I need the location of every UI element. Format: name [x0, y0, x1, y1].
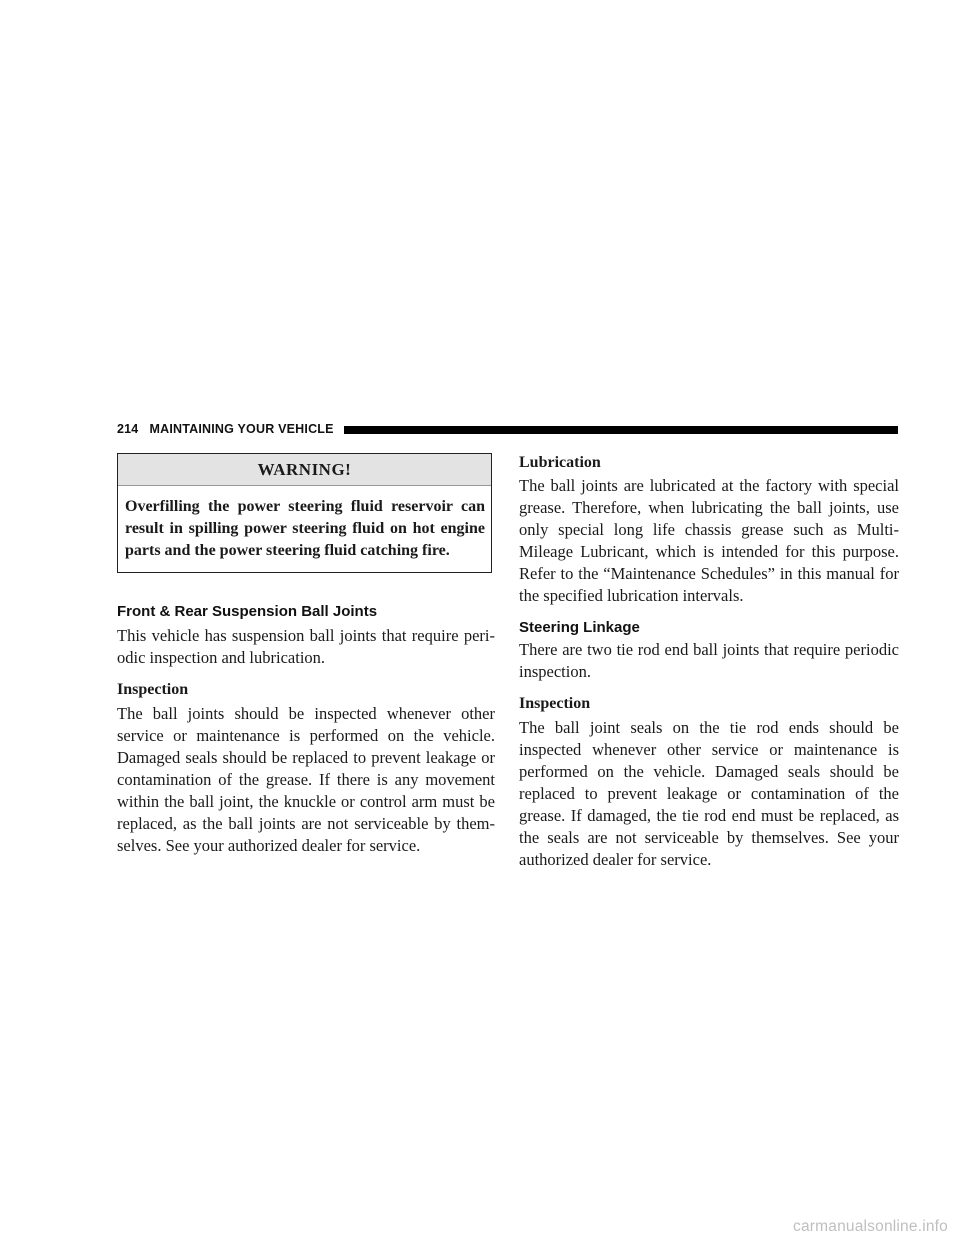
watermark-text: carmanualsonline.info [793, 1218, 948, 1235]
lubrication-paragraph: The ball joints are lubricated at the factory with special grease. Therefore, when lubricating the ball joints, use only special long life chassis grease such as Multi-Mileage Lubricant, which is intended for this purpose. Refer to the “Maintenance Schedules” in this manual for the specified lubrication intervals. [519, 476, 899, 605]
inspection-paragraph-left: The ball joints should be inspected whenever other service or maintenance is performed on the vehicle. Damaged seals should be replaced to prevent leakage or contamination of the grease. If there is any movement within the ball joint, the knuckle or control arm must be replaced, as the ball joints are not serviceable by them-selves. See your authorized dealer for service. [117, 704, 495, 855]
inspection-paragraph-right: The ball joint seals on the tie rod ends should be inspected whenever other service or maintenance is performed on the vehicle. Damaged seals should be replaced to prevent leakage or contamination of the grease. If damaged, the tie rod end must be replaced, as the seals are not serviceable by themselves. See your authorized dealer for service. [519, 718, 899, 869]
lubrication-heading: Lubrication [519, 454, 601, 471]
warning-body: Overfilling the power steering fluid reservoir can result in spilling power steering fluid on hot engine parts and the power steering fluid catching fire. [125, 498, 485, 559]
steering-linkage-heading: Steering Linkage [519, 619, 640, 636]
warning-box [117, 453, 492, 573]
right-column [519, 453, 899, 871]
inspection-heading-left: Inspection [117, 681, 189, 698]
suspension-paragraph: This vehicle has suspension ball joints that require peri-odic inspection and lubrication. [117, 626, 495, 667]
header-rule [344, 426, 898, 434]
left-column [117, 453, 495, 857]
page-header [117, 420, 898, 438]
suspension-heading: Front & Rear Suspension Ball Joints [117, 603, 378, 620]
page-header-text: 214 MAINTAINING YOUR VEHICLE [117, 422, 334, 436]
steering-linkage-paragraph: There are two tie rod end ball joints that require periodic inspection. [519, 640, 899, 681]
warning-title: WARNING! [118, 454, 491, 486]
inspection-heading-right: Inspection [519, 695, 591, 712]
